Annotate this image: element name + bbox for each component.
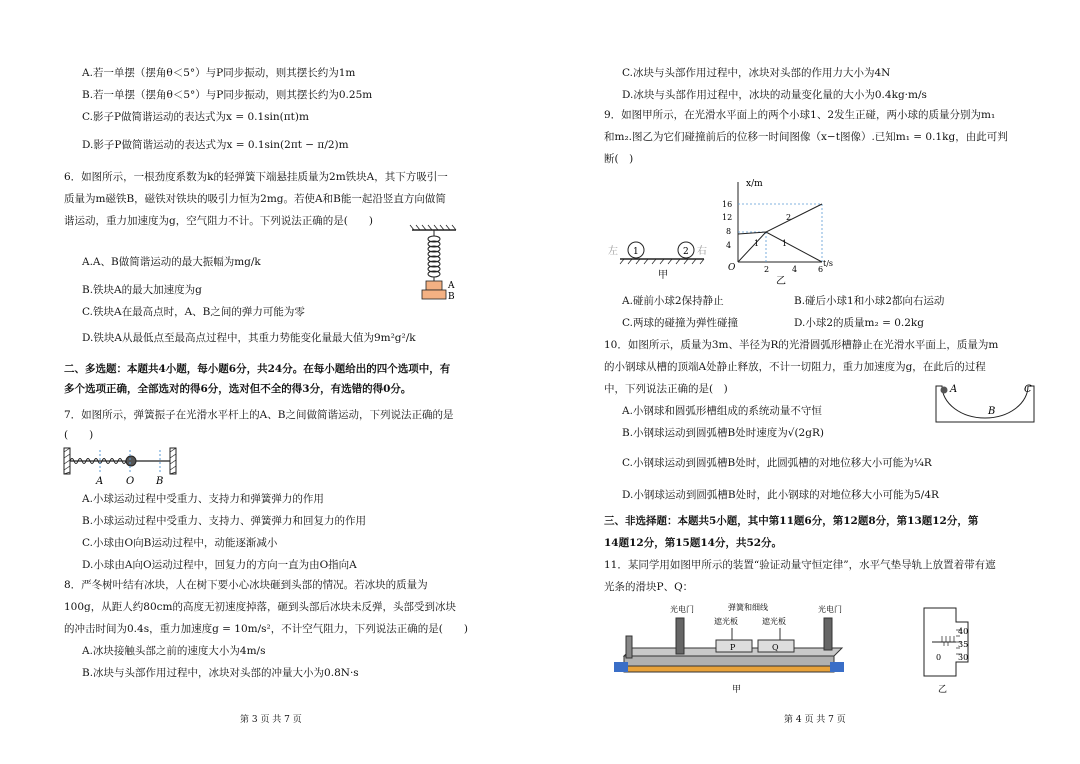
line-1b-label: 1 bbox=[782, 239, 788, 248]
q6-line-2: 质量为m磁铁B，磁铁对铁块的吸引力恒为2mg。若使A和B能一起沿竖直方向做简 bbox=[64, 193, 446, 205]
q8-option-b: B.冰块与头部作用过程中，冰块对头部的冲量大小为0.8N·s bbox=[82, 667, 359, 679]
y-tick-16: 16 bbox=[722, 200, 733, 209]
q5-option-c: C.影子P做简谐运动的表达式为x = 0.1sin(πt)m bbox=[82, 111, 309, 123]
scale-40: 40 bbox=[958, 627, 969, 636]
photogate-right bbox=[824, 618, 832, 650]
gate-right-label: 光电门 bbox=[818, 605, 842, 614]
p-label: P bbox=[730, 643, 736, 652]
q10-option-c: C.小钢球运动到圆弧槽B处时，此圆弧槽的对地位移大小可能为¼R bbox=[622, 457, 932, 469]
label-a: A bbox=[950, 384, 958, 395]
q8-line-1: 8．严冬树叶结有冰块，人在树下要小心冰块砸到头部的情况。若冰块的质量为 bbox=[64, 579, 428, 591]
fig-jia: 甲 bbox=[658, 270, 668, 281]
q7-option-a: A.小球运动过程中受重力、支持力和弹簧弹力的作用 bbox=[82, 493, 324, 505]
q8-option-a: A.冰块接触头部之前的速度大小为4m/s bbox=[82, 645, 266, 657]
spring-figure bbox=[408, 228, 468, 308]
shade-left-label: 遮光板 bbox=[714, 617, 738, 626]
q8-line-3: 的冲击时间为0.4s，重力加速度g = 10m/s²，不计空气阻力，下列说法正确的是( ) bbox=[64, 623, 468, 635]
gate-left-label: 光电门 bbox=[670, 605, 694, 614]
x-tick-2: 2 bbox=[764, 265, 770, 274]
y-tick-12: 12 bbox=[722, 213, 733, 222]
ball bbox=[126, 456, 136, 466]
micrometer-figure bbox=[912, 602, 982, 695]
q8-option-d: D.冰块与头部作用过程中，冰块的动量变化量的大小为0.4kg·m/s bbox=[622, 89, 927, 101]
label-b: B bbox=[448, 292, 455, 302]
line-1-label: 1 bbox=[754, 239, 760, 248]
label-c: C bbox=[1024, 384, 1032, 395]
q10-line-1: 10．如图所示，质量为3m、半径为R的光滑圆弧形槽静止在光滑水平面上，质量为m bbox=[604, 339, 999, 351]
y-tick-4: 4 bbox=[726, 241, 732, 250]
q6-option-b: B.铁块A的最大加速度为g bbox=[82, 284, 202, 296]
block-b bbox=[422, 290, 446, 299]
xt-graph bbox=[722, 176, 836, 287]
y-tick-8: 8 bbox=[726, 227, 732, 236]
q11-line-2: 光条的滑块P、Q： bbox=[604, 581, 694, 593]
q9-line-2: 和m₂.图乙为它们碰撞前后的位移一时间图像（x−t图像）.已知m₁ = 0.1kg，由此可判 bbox=[604, 131, 1008, 143]
label-a: A bbox=[96, 476, 104, 487]
q7-option-c: C.小球由O向B运动过程中，动能逐渐减小 bbox=[82, 537, 278, 549]
label-b: B bbox=[988, 406, 996, 417]
ball-2-label: 2 bbox=[683, 247, 689, 257]
q5-option-b: B.若一单摆（摆角θ＜5°）与P同步振动，则其摆长约为0.25m bbox=[82, 89, 373, 101]
q5-option-d: D.影子P做简谐运动的表达式为x = 0.1sin(2πt − π/2)m bbox=[82, 139, 349, 151]
q7-line-2: ( ) bbox=[64, 429, 94, 441]
fig-jia: 甲 bbox=[732, 685, 742, 695]
x-axis-label: t/s bbox=[823, 259, 834, 268]
q9-option-b: B.碰后小球1和小球2都向右运动 bbox=[794, 295, 945, 307]
q5-option-a: A.若一单摆（摆角θ＜5°）与P同步振动，则其摆长约为1m bbox=[82, 67, 356, 79]
q6-option-c: C.铁块A在最高点时，A、B之间的弹力可能为零 bbox=[82, 306, 305, 318]
page-number: 第 4 页 共 7 页 bbox=[784, 715, 846, 725]
q11-line-1: 11．某同学用如图甲所示的装置“验证动量守恒定律”，水平气垫导轨上放置着带有遮 bbox=[604, 559, 996, 571]
section2-heading-1: 二、多选题：本题共4小题，每小题6分，共24分。在每小题给出的四个选项中，有 bbox=[64, 363, 451, 375]
x-tick-6: 6 bbox=[818, 265, 824, 274]
q-label: Q bbox=[772, 643, 779, 652]
label-o: O bbox=[126, 476, 135, 487]
q8-line-2: 100g，从距人约80cm的高度无初速度掉落，砸到头部后冰块未反弹，头部受到冰块 bbox=[64, 601, 456, 613]
left-word: 左 bbox=[608, 246, 618, 257]
section3-heading-1: 三、非选择题：本题共5小题，其中第11题6分，第12题8分，第13题12分，第 bbox=[604, 515, 979, 527]
spring-label: 弹簧和细线 bbox=[728, 603, 768, 612]
q7-option-b: B.小球运动过程中受重力、支持力、弹簧弹力和回复力的作用 bbox=[82, 515, 367, 527]
fig-yi: 乙 bbox=[938, 685, 948, 695]
q10-line-3: 中，下列说法正确的是( ) bbox=[604, 383, 728, 395]
q10-option-d: D.小钢球运动到圆弧槽B处时，此小钢球的对地位移大小可能为5/4R bbox=[622, 489, 939, 501]
air-track-figure bbox=[610, 600, 890, 700]
y-axis-label: x/m bbox=[746, 179, 763, 189]
label-a: A bbox=[448, 281, 455, 291]
q9-line-1: 9．如图甲所示，在光滑水平面上的两个小球1、2发生正碰，两小球的质量分别为m₁ bbox=[604, 109, 996, 121]
right-page bbox=[540, 0, 1080, 764]
block-a bbox=[426, 281, 442, 290]
right-word: 右 bbox=[697, 246, 707, 257]
scale-0: 0 bbox=[936, 653, 942, 662]
q6-option-a: A.A、B做简谐运动的最大振幅为mg/k bbox=[82, 256, 261, 268]
x-tick-4: 4 bbox=[792, 265, 798, 274]
page-number: 第 3 页 共 7 页 bbox=[240, 715, 302, 725]
line-ball-1 bbox=[738, 232, 822, 262]
line-2-label: 2 bbox=[786, 213, 792, 222]
label-b: B bbox=[156, 476, 164, 487]
q6-line-1: 6．如图所示，一根劲度系数为k的轻弹簧下端悬挂质量为2m铁块A，其下方吸引一 bbox=[64, 171, 448, 183]
q10-option-a: A.小钢球和圆弧形槽组成的系统动量不守恒 bbox=[622, 405, 822, 417]
photogate-left bbox=[676, 618, 684, 654]
section2-heading-2: 多个选项正确，全部选对的得6分，选对但不全的得3分，有选错的得0分。 bbox=[64, 383, 412, 395]
origin-label: O bbox=[728, 263, 736, 273]
q10-line-2: 的小钢球从槽的顶端A处静止释放，不计一切阻力，重力加速度为g，在此后的过程 bbox=[604, 361, 986, 373]
q10-option-b: B.小钢球运动到圆弧槽B处时速度为√(2gR) bbox=[622, 427, 824, 439]
ball-1-label: 1 bbox=[633, 247, 639, 257]
q6-option-d: D.铁块A从最低点至最高点过程中，其重力势能变化量最大值为9m²g²/k bbox=[82, 332, 416, 344]
scale-35: 35 bbox=[958, 640, 969, 649]
q6-line-3: 谐运动，重力加速度为g，空气阻力不计。下列说法正确的是( ) bbox=[64, 215, 373, 227]
q9-option-d: D.小球2的质量m₂ = 0.2kg bbox=[794, 317, 924, 329]
section3-heading-2: 14题12分，第15题14分，共52分。 bbox=[604, 537, 783, 549]
oscillator-figure bbox=[62, 446, 182, 486]
shade-right-label: 遮光板 bbox=[762, 617, 786, 626]
q9-option-a: A.碰前小球2保持静止 bbox=[622, 295, 724, 307]
collision-figure bbox=[606, 236, 716, 286]
q7-option-d: D.小球由A向O运动过程中，回复力的方向一直为由O指向A bbox=[82, 559, 357, 571]
fig-yi: 乙 bbox=[776, 276, 786, 287]
q9-option-c: C.两球的碰撞为弹性碰撞 bbox=[622, 317, 738, 329]
steel-ball bbox=[941, 387, 948, 394]
q7-line-1: 7．如图所示，弹簧振子在光滑水平杆上的A、B之间做简谐运动，下列说法正确的是 bbox=[64, 409, 454, 421]
scale-30: 30 bbox=[958, 653, 969, 662]
q9-line-3: 断( ) bbox=[604, 153, 634, 165]
q8-option-c: C.冰块与头部作用过程中，冰块对头部的作用力大小为4N bbox=[622, 67, 891, 79]
arc-groove-figure bbox=[930, 382, 1040, 432]
